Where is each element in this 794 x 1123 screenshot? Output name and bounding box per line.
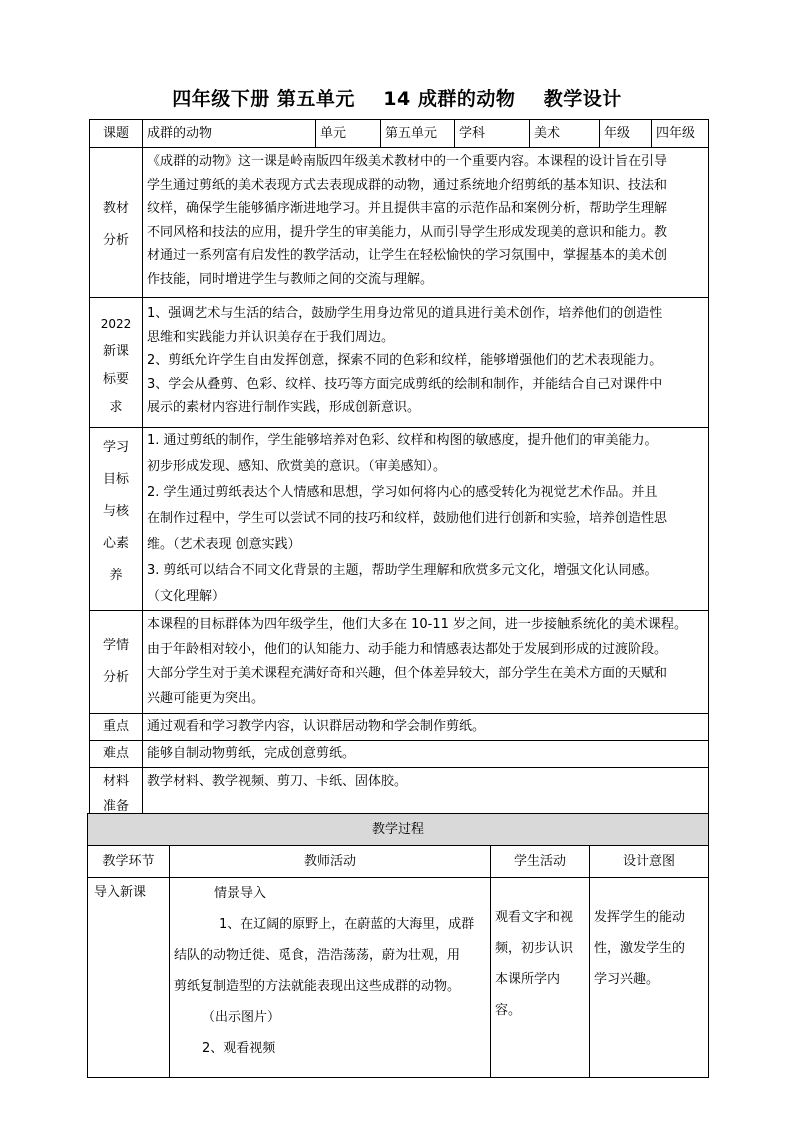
section-content: 1、强调艺术与生活的结合，鼓励学生用身边常见的道具进行美术创作，培养他们的创造性 思维和实践能力并认识美存在于我们周边。 2、剪纸允许学生自由发挥创意，探索不同的色彩和纹样，能够增强他们的艺术表现能力。 3、学会从叠剪、色彩、纹样、技巧等方面完成剪纸的绘制和制作，并能结合自己对课件中 展示的素材内容进行制作实践，形成创新意识。 [143, 298, 709, 428]
section-difficulties [90, 741, 709, 768]
grade-label: 年级 [600, 120, 652, 148]
section-label: 材料 准备 [90, 768, 143, 820]
section-content: 本课程的目标群体为四年级学生，他们大多在 10-11 岁之间，进一步接触系统化的美术课程。 由于年龄相对较小，他们的认知能力、动手能力和情感表达都处于发展到形成的过渡阶段。 大部分学生对于美术课程充满好奇和兴趣，但个体差异较大，部分学生在美术方面的天赋和 兴趣可能更为突出。 [143, 611, 709, 714]
process-row-intro [88, 878, 709, 1078]
section-content: 能够自制动物剪纸，完成创意剪纸。 [143, 741, 709, 768]
teaching-process-table [87, 813, 709, 1078]
section-student-analysis [90, 611, 709, 714]
student-activity-cell: 观看文字和视 频，初步认识 本课所学内容。 [491, 878, 590, 1078]
column-header: 设计意图 [590, 846, 709, 878]
section-content: 教学材料、教学视频、剪刀、卡纸、固体胶。 [143, 768, 709, 820]
section-content: 1. 通过剪纸的制作，学生能够培养对色彩、纹样和构图的敏感度，提升他们的审美能力。 初步形成发现、感知、欣赏美的意识。（审美感知）。 2. 学生通过剪纸表达个人情感和思想，学习如何将内心的感受转化为视觉艺术作品。并且 在制作过程中，学生可以尝试不同的技巧和纹样，鼓励他们进行创新和实验，培养创造性思 维。（艺术表现 创意实践） 3. 剪纸可以结合不同文化背景的主题，帮助学生理解和欣赏多元文化，增强文化认同感。 （文化理解） [143, 428, 709, 611]
column-header: 教学环节 [88, 846, 170, 878]
topic-label: 课题 [90, 120, 143, 148]
section-label: 学习 目标 与核 心素 养 [90, 428, 143, 611]
section-content: 《成群的动物》这一课是岭南版四年级美术教材中的一个重要内容。本课程的设计旨在引导 学生通过剪纸的美术表现方式去表现成群的动物，通过系统地介绍剪纸的基本知识、技法和 纹样，确保学生能够循序渐进地学习。并且提供丰富的示范作品和案例分析，帮助学生理解 不同风格和技法的应用，提升学生的审美能力，从而引导学生形成发现美的意识和能力。教 材通过一系列富有启发性的教学活动，让学生在轻松愉快的学习氛围中，掌握基本的美术创 作技能，同时增进学生与教师之间的交流与理解。 [143, 148, 709, 298]
section-curriculum-standards [90, 298, 709, 428]
column-header: 教师活动 [170, 846, 491, 878]
section-label: 重点 [90, 714, 143, 741]
unit-label: 单元 [316, 120, 381, 148]
page-title: 四年级下册 第五单元 14 成群的动物 教学设计 [172, 88, 622, 110]
teacher-activity-cell: 情景导入 1、在辽阔的原野上，在蔚蓝的大海里，成群 结队的动物迁徙、觅食，浩浩荡荡，蔚为壮观，用 剪纸复制造型的方法就能表现出这些成群的动物。 （出示图片） 2、观看视频 [170, 878, 491, 1078]
subject-label: 学科 [455, 120, 530, 148]
section-label: 2022 新课 标要 求 [90, 298, 143, 428]
section-label: 难点 [90, 741, 143, 768]
grade-value: 四年级 [652, 120, 709, 148]
subject-value: 美术 [530, 120, 600, 148]
process-heading-row [88, 814, 709, 846]
process-columns-row [88, 846, 709, 878]
lesson-info-table [89, 119, 709, 820]
info-row [90, 120, 709, 148]
section-learning-objectives [90, 428, 709, 611]
section-label: 学情 分析 [90, 611, 143, 714]
topic-value: 成群的动物 [143, 120, 316, 148]
section-textbook-analysis [90, 148, 709, 298]
section-materials [90, 768, 709, 820]
section-label: 教材 分析 [90, 148, 143, 298]
column-header: 学生活动 [491, 846, 590, 878]
section-content: 通过观看和学习教学内容，认识群居动物和学会制作剪纸。 [143, 714, 709, 741]
section-key-points [90, 714, 709, 741]
stage-cell: 导入新课 [88, 878, 170, 1078]
process-heading: 教学过程 [88, 814, 709, 846]
design-intent-cell: 发挥学生的能动 性，激发学生的 学习兴趣。 [590, 878, 709, 1078]
unit-value: 第五单元 [381, 120, 455, 148]
